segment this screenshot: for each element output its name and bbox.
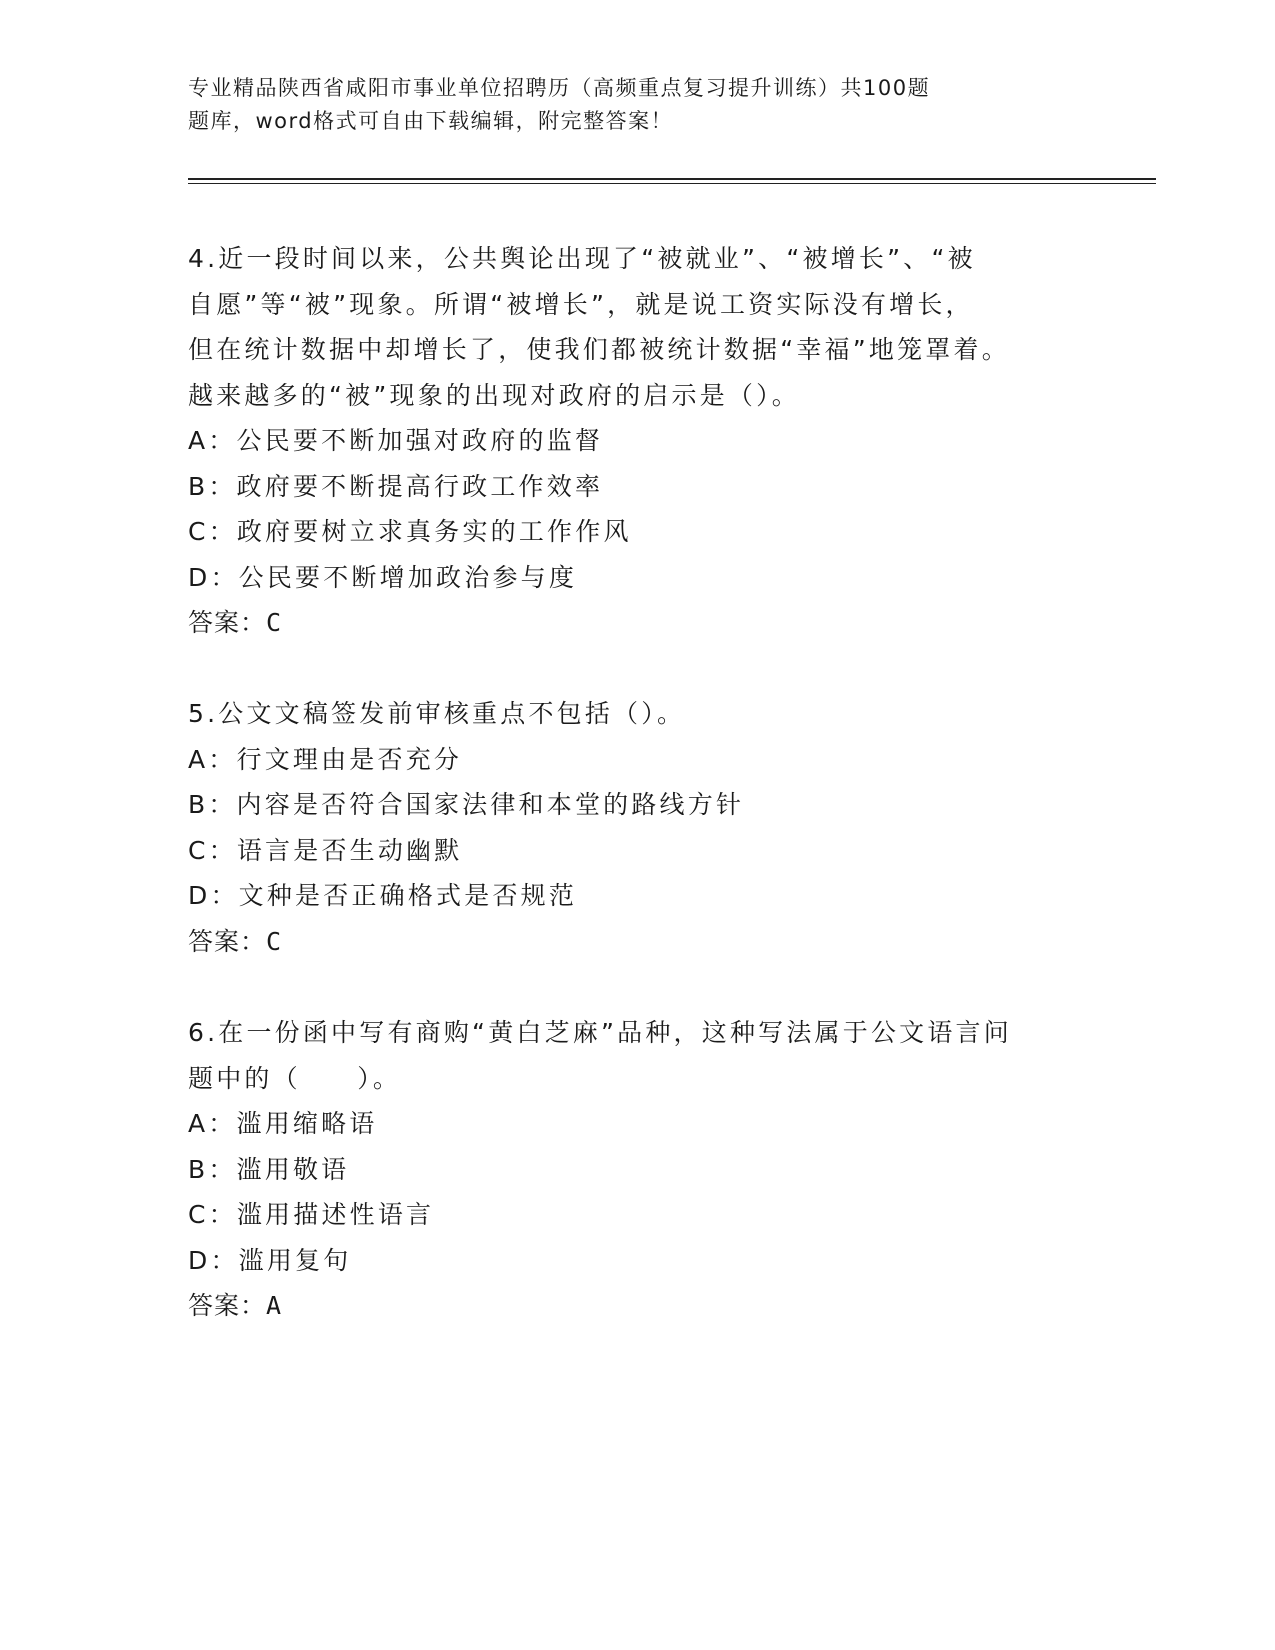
- document-header: [188, 72, 1048, 138]
- option-a: A：滥用缩略语: [188, 1109, 378, 1138]
- question-4: [188, 236, 1088, 646]
- answer-line: 答案：A: [188, 1291, 283, 1320]
- question-stem-line: 自愿”等“被”现象。所谓“被增长”，就是说工资实际没有增长，: [188, 289, 974, 319]
- option-d: D：文种是否正确格式是否规范: [188, 881, 578, 910]
- question-stem-line: 4.近一段时间以来，公共舆论出现了“被就业”、“被增长”、“被: [188, 244, 976, 273]
- answer-line: 答案：C: [188, 926, 283, 956]
- option-a: A：公民要不断加强对政府的监督: [188, 426, 604, 455]
- header-line-1: 专业精品陕西省咸阳市事业单位招聘历（高频重点复习提升训练）共100题: [188, 76, 931, 100]
- question-stem-line: 5.公文文稿签发前审核重点不包括（）。: [188, 699, 686, 728]
- option-d: D：滥用复句: [188, 1245, 352, 1275]
- option-b: B：内容是否符合国家法律和本堂的路线方针: [188, 790, 745, 819]
- question-6: [188, 1010, 1088, 1329]
- header-divider: [188, 178, 1156, 184]
- option-b: B：政府要不断提高行政工作效率: [188, 471, 604, 501]
- question-5: [188, 691, 1088, 964]
- question-stem-line: 6.在一份函中写有商购“黄白芝麻”品种，这种写法属于公文语言问: [188, 1018, 1012, 1047]
- option-c: C：滥用描述性语言: [188, 1200, 435, 1229]
- answer-line: 答案：C: [188, 608, 283, 637]
- option-b: B：滥用敬语: [188, 1154, 350, 1184]
- question-stem-line: 但在统计数据中却增长了，使我们都被统计数据“幸福”地笼罩着。: [188, 335, 1010, 364]
- option-c: C：政府要树立求真务实的工作作风: [188, 517, 632, 546]
- header-line-2: 题库，word格式可自由下载编辑，附完整答案！: [188, 109, 674, 133]
- question-stem-line: 越来越多的“被”现象的出现对政府的启示是（）。: [188, 380, 801, 410]
- option-c: C：语言是否生动幽默: [188, 835, 463, 865]
- option-d: D：公民要不断增加政治参与度: [188, 562, 578, 592]
- question-stem-line: 题中的（ ）。: [188, 1063, 402, 1093]
- option-a: A：行文理由是否充分: [188, 744, 463, 774]
